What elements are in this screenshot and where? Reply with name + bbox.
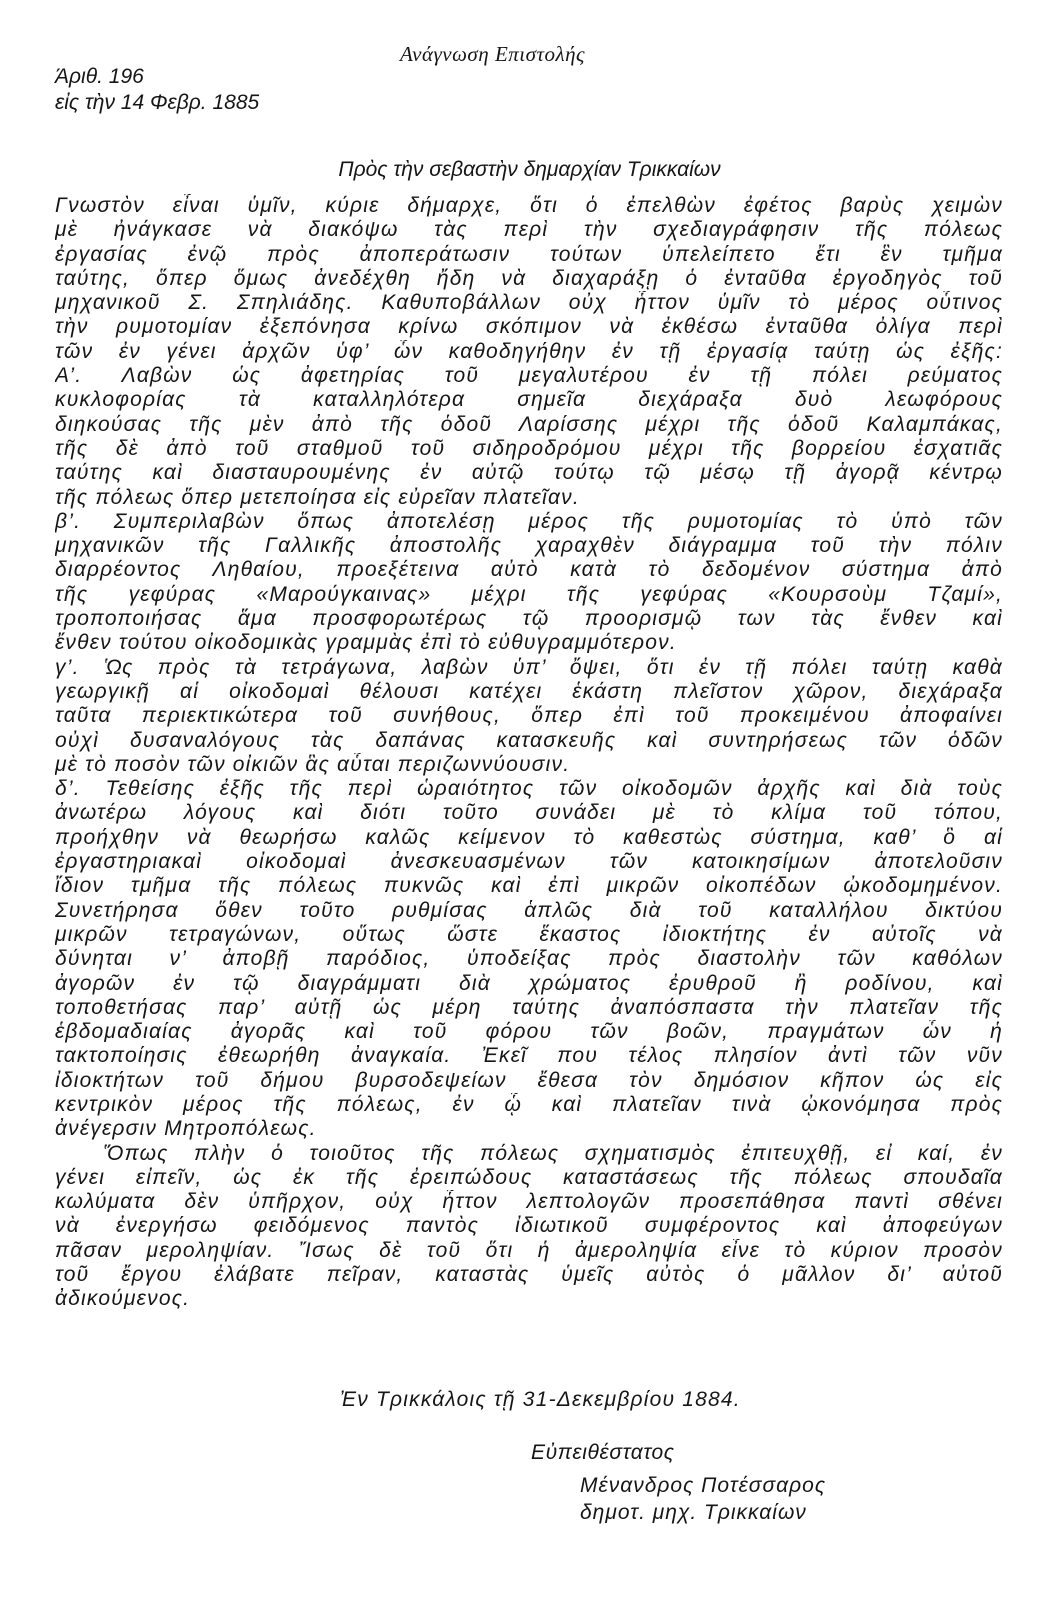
body-line: τροποποιήσας ἅμα προσφορωτέρως τῷ προορισμῷ των τὰς ἔνθεν καὶ [55, 607, 1003, 631]
body-line: τὴν ρυμοτομίαν ἐξεπόνησα κρίνω σκόπιμον νὰ ἐκθέσω ἐνταῦθα ὀλίγα περὶ [55, 315, 1003, 339]
letter-body [55, 194, 1003, 1312]
body-line: Συνετήρησα ὅθεν τοῦτο ρυθμίσας ἁπλῶς διὰ τοῦ καταλλήλου δικτύου [55, 898, 1003, 922]
body-line: ἐργαστηριακαὶ οἰκοδομαὶ ἀνεσκευασμένων τῶν κατοικησίμων ἀποτελοῦσιν [55, 850, 1003, 874]
body-line: γεωργικῇ αἱ οἰκοδομαὶ θέλουσι κατέχει ἑκάστη πλεῖστον χῶρον, διεχάραξα [55, 679, 1003, 703]
body-line: ἀνωτέρω λόγους καὶ διότι τοῦτο συνάδει μὲ τὸ κλίμα τοῦ τόπου, [55, 801, 1003, 825]
body-line: γ’. Ὡς πρὸς τὰ τετράγωνα, λαβὼν ὑπ’ ὄψει, ὅτι ἐν τῇ πόλει ταύτῃ καθὰ [55, 655, 1003, 679]
signer-name: Μένανδρος Ποτέσσαρος [580, 1474, 827, 1497]
body-line: ταύτης καὶ διασταυρουμένης ἐν αὐτῷ τούτῳ τῷ μέσῳ τῇ ἀγορᾷ κέντρῳ [55, 461, 1003, 485]
body-line: Α’. Λαβὼν ὡς ἀφετηρίας τοῦ μεγαλυτέρου ἐν τῇ πόλει ρεύματος [55, 364, 1003, 388]
body-line: τῆς γεφύρας «Μαρούγκαινας» μέχρι τῆς γεφύρας «Κουρσοὺμ Τζαμί», [55, 582, 1003, 606]
body-line: κυκλοφορίας τὰ καταλληλότερα σημεῖα διεχάραξα δυὸ λεωφόρους [55, 388, 1003, 412]
body-line: ἀγορῶν ἐν τῷ διαγράμματι διὰ χρώματος ἐρυθροῦ ἢ ροδίνου, καὶ [55, 971, 1003, 995]
body-line: ἀδικούμενος. [55, 1287, 191, 1311]
body-line: ἰδιοκτήτων τοῦ δήμου βυρσοδεψείων ἔθεσα τὸν δημόσιον κῆπον ὡς εἰς [55, 1068, 1003, 1092]
body-line: κωλύματα δὲν ὑπῆρχον, οὐχ ἧττον λεπτολογῶν προσεπάθησα παντὶ σθένει [55, 1190, 1003, 1214]
body-line: δ’. Τεθείσης ἐξῆς τῆς περὶ ὡραιότητος τῶν οἰκοδομῶν ἀρχῆς καὶ διὰ τοὺς [55, 777, 1003, 801]
body-line: β’. Συμπεριλαβὼν ὅπως ἀποτελέσῃ μέρος τῆς ρυμοτομίας τὸ ὑπὸ τῶν [55, 509, 1003, 533]
signer-title: δημοτ. μηχ. Τρικκαίων [580, 1501, 807, 1524]
body-line: ἀνέγερσιν Μητροπόλεως. [55, 1117, 317, 1141]
body-line: μηχανικοῦ Σ. Σπηλιάδης. Καθυποβάλλων οὐχ ἧττον ὑμῖν τὸ μέρος οὗτινος [55, 291, 1003, 315]
reference-date: εἰς τὴν 14 Φεβρ. 1885 [55, 91, 260, 114]
body-line: ἴδιον τμῆμα τῆς πόλεως πυκνῶς καὶ ἐπὶ μικρῶν οἰκοπέδων ᾠκοδομημένον. [55, 874, 1003, 898]
body-line: τοῦ ἔργου ἐλάβατε πεῖραν, καταστὰς ὑμεῖς αὐτὸς ὁ μᾶλλον δι’ αὐτοῦ [55, 1263, 1003, 1287]
body-line: τακτοποίησις ἐθεωρήθη ἀναγκαία. Ἐκεῖ που τέλος πλησίον ἀντὶ τῶν νῦν [55, 1044, 1003, 1068]
body-line: μὲ τὸ ποσὸν τῶν οἰκιῶν ἃς αὗται περιζωννύουσιν. [55, 752, 571, 776]
body-line: ἔνθεν τούτου οἰκοδομικὰς γραμμὰς ἐπὶ τὸ εὐθυγραμμότερον. [55, 631, 677, 655]
body-line: τῆς πόλεως ὅπερ μετεποίησα εἰς εὐρεῖαν πλατεῖαν. [55, 485, 580, 509]
body-line: διηκούσας τῆς μὲν ἀπὸ τῆς ὁδοῦ Λαρίσσης μέχρι τῆς ὁδοῦ Καλαμπάκας, [55, 412, 1003, 436]
body-line: μηχανικῶν τῆς Γαλλικῆς ἀποστολῆς χαραχθὲν διάγραμμα τοῦ τὴν πόλιν [55, 534, 1003, 558]
body-line: γένει εἰπεῖν, ὡς ἐκ τῆς ἐρειπώδους καταστάσεως τῆς πόλεως σπουδαῖα [55, 1165, 1003, 1189]
body-line: μὲ ἠνάγκασε νὰ διακόψω τὰς περὶ τὴν σχεδιαγράφησιν τῆς πόλεως [55, 218, 1003, 242]
body-line: ταῦτα περιεκτικώτερα τοῦ συνήθους, ὅπερ ἐπὶ τοῦ προκειμένου ἀποφαίνει [55, 704, 1003, 728]
body-line: δύνηται ν’ ἀποβῇ παρόδιος, ὑποδείξας πρὸς διαστολὴν τῶν καθόλων [55, 947, 1003, 971]
document-heading: Ανάγνωση Επιστολής [400, 42, 586, 66]
body-line: νὰ ἐνεργήσω φειδόμενος παντὸς ἰδιωτικοῦ συμφέροντος καὶ ἀποφεύγων [55, 1214, 1003, 1238]
body-line: Ὅπως πλὴν ὁ τοιοῦτος τῆς πόλεως σχηματισμὸς ἐπιτευχθῇ, εἰ καί, ἐν [103, 1141, 1003, 1165]
reference-number: Άριθ. 196 [55, 65, 144, 88]
body-line: προήχθην νὰ θεωρήσω καλῶς κείμενον τὸ καθεστὼς σύστημα, καθ’ ὃ αἱ [55, 825, 1003, 849]
body-line: Γνωστὸν εἶναι ὑμῖν, κύριε δήμαρχε, ὅτι ὁ ἐπελθὼν ἐφέτος βαρὺς χειμὼν [55, 194, 1003, 217]
body-line: μικρῶν τετραγώνων, οὕτως ὥστε ἕκαστος ἰδιοκτήτης ἐν αὐτοῖς νὰ [55, 922, 1003, 946]
body-line: οὐχὶ δυσαναλόγους τὰς δαπάνας κατασκευῆς καὶ συντηρήσεως τῶν ὁδῶν [55, 728, 1003, 752]
letter-closing: Εὐπειθέστατος [531, 1441, 675, 1464]
letter-dateline: Ἐν Τρικκάλοις τῇ 31-Δεκεμβρίου 1884. [340, 1388, 741, 1411]
body-line: τοποθετήσας παρ’ αὐτῇ ὡς μέρη ταύτης ἀναπόσπαστα τὴν πλατεῖαν τῆς [55, 995, 1003, 1019]
body-line: διαρρέοντος Ληθαίου, προεξέτεινα αὐτὸ κατὰ τὸ δεδομένον σύστημα ἀπὸ [55, 558, 1003, 582]
reference-block [55, 64, 259, 116]
body-line: κεντρικὸν μέρος τῆς πόλεως, ἐν ᾧ καὶ πλατεῖαν τινὰ ᾠκονόμησα πρὸς [55, 1092, 1003, 1116]
body-line: ἑβδομαδιαίας ἀγορᾶς καὶ τοῦ φόρου τῶν βοῶν, πραγμάτων ὧν ἡ [55, 1020, 1003, 1044]
body-line: ταύτης, ὅπερ ὅμως ἀνεδέχθη ἤδη νὰ διαχαράξῃ ὁ ἐνταῦθα ἐργοδηγὸς τοῦ [55, 266, 1003, 290]
body-line: τῶν ἐν γένει ἀρχῶν ὑφ’ ὧν καθοδηγήθην ἐν τῇ ἐργασίᾳ ταύτῃ ὡς ἐξῆς: [55, 339, 1003, 363]
letter-address: Πρὸς τὴν σεβαστὴν δημαρχίαν Τρικκαίων [338, 158, 721, 181]
signature-block [580, 1472, 826, 1526]
body-line: πᾶσαν μεροληψίαν. Ἴσως δὲ τοῦ ὅτι ἡ ἀμεροληψία εἶνε τὸ κύριον προσὸν [55, 1238, 1003, 1262]
body-line: τῆς δὲ ἀπὸ τοῦ σταθμοῦ τοῦ σιδηροδρόμου μέχρι τῆς βορρείου ἐσχατιᾶς [55, 436, 1003, 460]
body-line: ἐργασίας ἐνῷ πρὸς ἀποπεράτωσιν τούτων ὑπελείπετο ἔτι ἓν τμῆμα [55, 242, 1003, 266]
